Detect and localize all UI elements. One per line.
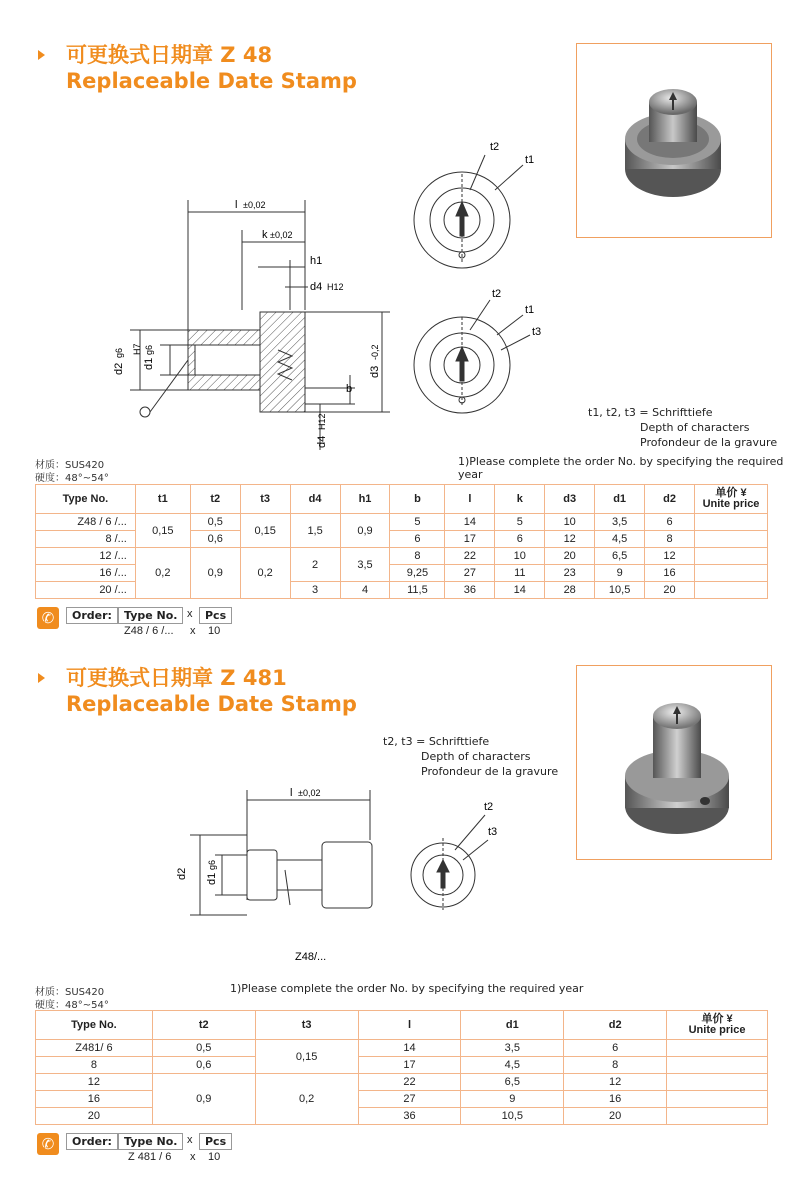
cell-type: Z481/ 6 [36,1040,153,1057]
header-price [667,1011,768,1040]
order-x2: x [190,625,196,637]
table-row [36,548,768,565]
cell-d1: 10,5 [461,1108,564,1125]
header-l: l [445,485,495,514]
cell-price [667,1091,768,1108]
dim-d1: d1 [206,872,218,885]
label-t2: t2 [484,801,494,813]
section2-title [38,665,357,717]
cell-h1: 0,9 [340,514,390,548]
cell-d1: 9 [595,565,645,582]
dim-d1-tol: g6 [207,859,217,870]
cell-t1: 0,15 [135,514,190,548]
header-price [695,485,768,514]
cell-l: 27 [358,1091,461,1108]
order-pcs: Pcs [199,1133,232,1150]
label-t3: t3 [532,326,542,338]
header-d3: d3 [545,485,595,514]
cell-d1: 9 [461,1091,564,1108]
cell-d1: 3,5 [461,1040,564,1057]
label-t3: t3 [488,826,498,838]
cell-d2: 8 [645,531,695,548]
dim-k: k [262,229,268,241]
header-l: l [358,1011,461,1040]
cell-type: 8 [36,1057,153,1074]
dim-l: l [290,787,293,799]
cell-d1: 3,5 [595,514,645,531]
table-row [36,1074,768,1091]
header-k: k [495,485,545,514]
table-header-row [36,485,768,514]
depth-legend-line1: t1, t2, t3 = Schrifttiefe [588,406,713,419]
cell-type: 12 [36,1074,153,1091]
product-photo-z481 [576,665,772,860]
phone-order-icon: ✆ [37,607,59,629]
header-price-cn: 单价 ¥ [715,487,747,499]
dim-h7: H7 [132,343,142,355]
section1-depth-legend [588,405,777,450]
header-t3: t3 [240,485,290,514]
section2-technical-drawing [170,780,570,970]
cell-price [695,514,768,531]
header-t2: t2 [152,1011,255,1040]
cell-k: 5 [495,514,545,531]
cell-d1: 4,5 [461,1057,564,1074]
order-qty: 10 [208,1151,221,1163]
depth-legend-line1: t2, t3 = Schrifttiefe [383,735,490,748]
section2-note: 1)Please complete the order No. by specifying the required year [230,982,584,995]
product-photo-z481-image [577,666,771,859]
header-type-no: Type No. [36,1011,153,1040]
cell-t3: 0,15 [255,1040,358,1074]
cell-t2: 0,9 [152,1074,255,1125]
dim-d4b: d4 [316,435,328,448]
order-example: Z48 / 6 /... [124,625,174,637]
cell-b: 8 [390,548,445,565]
header-t3: t3 [255,1011,358,1040]
label-t1b: t1 [525,304,535,316]
label-t2b: t2 [492,288,502,300]
cell-t1: 0,2 [135,548,190,599]
header-t2: t2 [190,485,240,514]
cell-k: 11 [495,565,545,582]
cell-l: 14 [358,1040,461,1057]
dim-d3-tol: -0,2 [370,344,380,360]
cell-k: 14 [495,582,545,599]
section1-hardness: 硬度：48°~54° [35,473,109,484]
cell-k: 10 [495,548,545,565]
product-photo-z48-image [577,44,771,237]
cell-d2: 20 [645,582,695,599]
cell-price [667,1074,768,1091]
dim-d2: d2 [113,362,125,375]
cell-d1: 6,5 [461,1074,564,1091]
header-d4: d4 [290,485,340,514]
cell-b: 9,25 [390,565,445,582]
table-row [36,514,768,531]
cell-l: 36 [358,1108,461,1125]
section2-hardness: 硬度：48°~54° [35,1000,109,1011]
section2-material: 材质：SUS420 [35,987,105,998]
cell-d3: 10 [545,514,595,531]
bullet-triangle-icon [38,673,45,683]
dim-d4: d4 [310,281,323,293]
cell-k: 6 [495,531,545,548]
dim-d2-tol: g6 [114,347,124,358]
table-header-row [36,1011,768,1040]
depth-legend-line2: Depth of characters [640,421,750,434]
cell-l: 22 [358,1074,461,1091]
cell-l: 17 [445,531,495,548]
cell-type: 16 [36,1091,153,1108]
dim-l: l [235,199,238,211]
section1-title [38,42,357,94]
cell-d3: 12 [545,531,595,548]
order-pcs: Pcs [199,607,232,624]
cell-t2: 0,5 [152,1040,255,1057]
cell-d1: 10,5 [595,582,645,599]
cell-l: 14 [445,514,495,531]
cell-t2: 0,9 [190,548,240,599]
depth-legend-line3: Profondeur de la gravure [640,436,778,449]
header-d2: d2 [645,485,695,514]
order-x: x [187,1134,193,1146]
cell-d3: 23 [545,565,595,582]
header-h1: h1 [340,485,390,514]
cell-d2: 16 [645,565,695,582]
cell-l: 36 [445,582,495,599]
dim-d4-tol: H12 [327,282,344,292]
section1-note: 1)Please complete the order No. by specifying the required year [458,455,784,481]
header-d2: d2 [564,1011,667,1040]
order-qty: 10 [208,625,221,637]
order-label: Order: [66,1133,118,1150]
section1-spec-table [35,484,768,599]
dim-d4b-tol: H12 [317,413,327,430]
section1-title-en: Replaceable Date Stamp [66,69,357,93]
cell-d2: 16 [564,1091,667,1108]
cell-t3: 0,2 [240,548,290,599]
section2-depth-legend [383,734,558,779]
dim-b: b [346,383,353,395]
cell-h1: 3,5 [340,548,390,582]
cell-b: 5 [390,514,445,531]
order-x: x [187,608,193,620]
cell-type: 20 /... [36,582,136,599]
order-x2: x [190,1151,196,1163]
table-row [36,1108,768,1125]
header-t1: t1 [135,485,190,514]
table-row [36,1091,768,1108]
cell-price [667,1040,768,1057]
cell-l: 27 [445,565,495,582]
header-type-no: Type No. [36,485,136,514]
order-type-no: Type No. [118,1133,183,1150]
cell-t2: 0,5 [190,514,240,531]
cell-t3: 0,15 [240,514,290,548]
table-row [36,1040,768,1057]
order-type-no: Type No. [118,607,183,624]
section1-stamp-faces [405,130,575,420]
section1-material: 材质：SUS420 [35,460,105,471]
cell-d1: 6,5 [595,548,645,565]
dim-d2: d2 [176,867,188,880]
cell-b: 6 [390,531,445,548]
cell-type: Z48 / 6 /... [36,514,136,531]
cell-type: 16 /... [36,565,136,582]
header-b: b [390,485,445,514]
label-t1: t1 [525,154,535,166]
cell-h1: 4 [340,582,390,599]
cell-d4: 3 [290,582,340,599]
cell-d2: 20 [564,1108,667,1125]
ref-z48: Z48/... [295,951,327,963]
section1-title-cn: 可更换式日期章 Z 48 [66,43,273,67]
cell-d1: 4,5 [595,531,645,548]
cell-b: 11,5 [390,582,445,599]
cell-price [667,1108,768,1125]
cell-d4: 1,5 [290,514,340,548]
label-t2: t2 [490,141,500,153]
cell-d2: 12 [645,548,695,565]
product-photo-z48 [576,43,772,238]
phone-order-icon: ✆ [37,1133,59,1155]
cell-t3: 0,2 [255,1074,358,1125]
cell-price [695,548,768,565]
dim-d3: d3 [369,365,381,378]
cell-d2: 12 [564,1074,667,1091]
cell-price [667,1057,768,1074]
bullet-triangle-icon [38,50,45,60]
dim-d1-tol: g6 [144,344,154,355]
header-price-cn: 单价 ¥ [701,1013,733,1025]
cell-t2: 0,6 [152,1057,255,1074]
cell-price [695,582,768,599]
dim-d1: d1 [143,357,155,370]
depth-legend-line2: Depth of characters [421,750,531,763]
cell-t2: 0,6 [190,531,240,548]
section1-technical-drawing [110,130,400,450]
header-d1: d1 [595,485,645,514]
dim-l-tol: ±0,02 [298,788,321,798]
header-price-en: Unite price [688,1024,746,1036]
order-label: Order: [66,607,118,624]
cell-price [695,565,768,582]
section2-title-en: Replaceable Date Stamp [66,692,357,716]
cell-l: 17 [358,1057,461,1074]
dim-h1: h1 [310,255,323,267]
cell-price [695,531,768,548]
dim-l-tol: ±0,02 [243,200,266,210]
cell-d3: 28 [545,582,595,599]
dim-k-tol: ±0,02 [270,230,293,240]
cell-type: 12 /... [36,548,136,565]
header-d1: d1 [461,1011,564,1040]
cell-d2: 6 [645,514,695,531]
cell-type: 20 [36,1108,153,1125]
table-row [36,1057,768,1074]
header-price-en: Unite price [702,498,760,510]
cell-l: 22 [445,548,495,565]
cell-type: 8 /... [36,531,136,548]
cell-d2: 6 [564,1040,667,1057]
cell-d3: 20 [545,548,595,565]
section2-spec-table [35,1010,768,1125]
cell-d2: 8 [564,1057,667,1074]
cell-d4: 2 [290,548,340,582]
order-example: Z 481 / 6 [128,1151,172,1163]
section2-title-cn: 可更换式日期章 Z 481 [66,666,287,690]
depth-legend-line3: Profondeur de la gravure [421,765,559,778]
